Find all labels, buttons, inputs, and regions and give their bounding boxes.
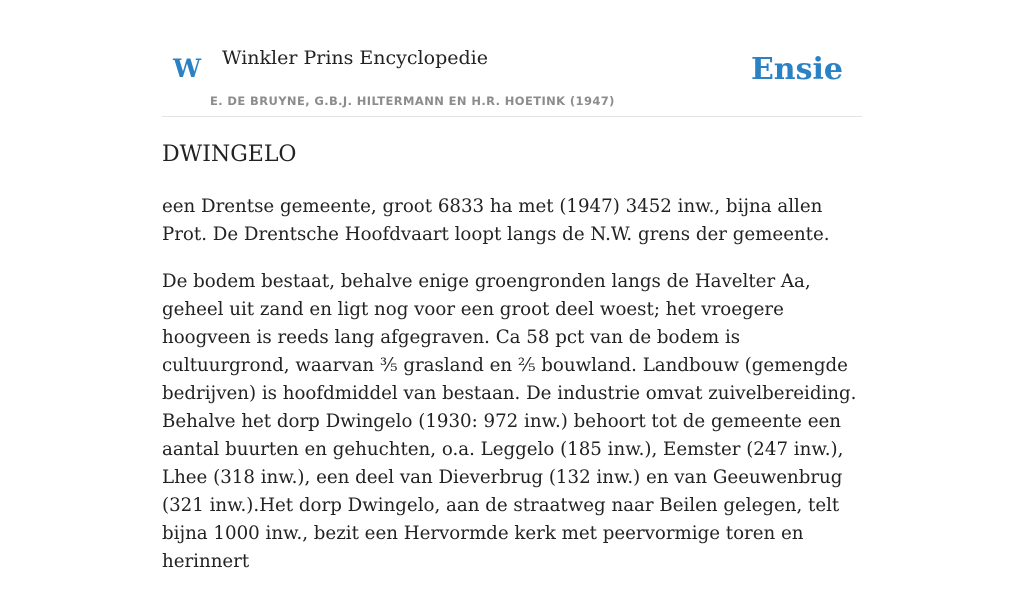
encyclopedia-title[interactable]: Winkler Prins Encyclopedie (222, 47, 488, 69)
site-header (162, 0, 862, 117)
logo-icon[interactable]: W (173, 54, 202, 83)
article-paragraph: een Drentse gemeente, groot 6833 ha met (1947) 3452 inw., bijna allen Prot. De Drentsche Hoofdvaart loopt langs de N.W. grens der gemeente. (162, 196, 830, 245)
brand-logo[interactable]: Ensie (750, 52, 843, 87)
article-title: DWINGELO (162, 142, 297, 167)
article (162, 138, 862, 595)
article-paragraph: De bodem bestaat, behalve enige groengronden langs de Havelter Aa, geheel uit zand en ligt nog voor een groot deel woest; het vroegere hoogveen is reeds lang afgegraven. Ca 58 pct van de bodem is cultuurgrond, waarvan ³⁄₅ grasland en ²⁄₅ bouwland. Landbouw (gemengde bedrijven) is hoofdmiddel van bestaan. De industrie omvat zuivelbereiding. Behalve het dorp Dwingelo (1930: 972 inw.) behoort tot de gemeente een aantal buurten en gehuchten, o.a. Leggelo (185 inw.), Eemster (247 inw.), Lhee (318 inw.), een deel van Dieverbrug (132 inw.) en van Geeuwenbrug (321 inw.).Het dorp Dwingelo, aan de straatweg naar Beilen gelegen, telt bijna 1000 inw., bezit een Hervormde kerk met peervormige toren en herinnert (162, 271, 857, 572)
authors-line: E. DE BRUYNE, G.B.J. HILTERMANN EN H.R. HOETINK (1947) (210, 94, 615, 108)
